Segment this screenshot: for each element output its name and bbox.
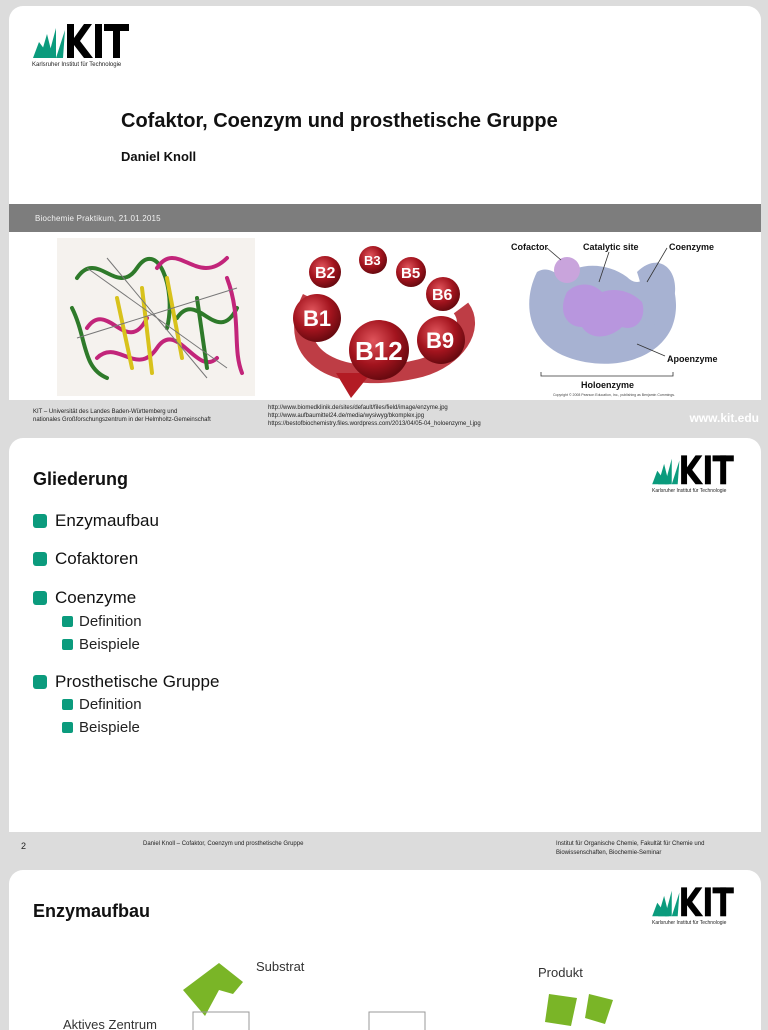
protein-structure-image — [57, 238, 255, 400]
title-slide-footer — [0, 400, 768, 438]
kit-logo-subtitle: Karlsruher Institut für Technologie — [652, 920, 727, 926]
enzyme-diagram — [9, 870, 761, 1030]
kit-logo-icon — [650, 452, 736, 486]
bullet-square-icon — [62, 722, 73, 733]
enzymaufbau-title: Enzymaufbau — [33, 901, 151, 921]
produkt-label: Produkt — [538, 965, 583, 980]
kit-website-link[interactable]: www.kit.edu — [689, 411, 759, 425]
outline-item: Prosthetische Gruppe — [33, 672, 219, 692]
source-link[interactable]: http://www.biomedklinik.de/sites/default/files/field/image/enzyme.jpg — [268, 405, 448, 411]
outline-item: Coenzyme — [33, 588, 136, 608]
kit-institution-text: KIT – Universität des Landes Baden-Württemberg und nationales Großforschungszentrum in der Helmholtz-Gemeinschaft — [33, 409, 211, 423]
kit-logo-subtitle: Karlsruher Institut für Technologie — [652, 488, 727, 494]
presentation-title: Cofaktor, Coenzym und prosthetische Gruppe — [121, 110, 558, 132]
bullet-square-icon — [62, 639, 73, 650]
footer-institute: Institut für Organische Chemie, Fakultät für Chemie und Biowissenschaften, Biochemie-Seminar — [556, 841, 705, 856]
kit-logo — [31, 20, 131, 60]
outline-item: Cofaktoren — [33, 549, 138, 569]
outline-slide — [9, 438, 761, 832]
bullet-square-icon — [33, 552, 47, 566]
vitamin-b9-label: B9 — [426, 328, 455, 353]
outline-subitem: Beispiele — [62, 719, 140, 736]
vitamin-b2-label: B2 — [315, 265, 336, 282]
page-number: 2 — [21, 841, 27, 851]
bullet-square-icon — [33, 591, 47, 605]
substrat-label: Substrat — [256, 959, 305, 974]
enzyme-shape — [193, 1012, 249, 1030]
vitamin-b5-label: B5 — [401, 265, 421, 282]
outline-title: Gliederung — [33, 469, 129, 489]
catalytic-site-label: Catalytic site — [583, 242, 639, 252]
vitamin-b-complex-image — [281, 238, 481, 400]
holoenzyme-label: Holoenzyme — [581, 380, 635, 390]
outline-item: Enzymaufbau — [33, 511, 159, 531]
course-date: Biochemie Praktikum, 21.01.2015 — [35, 214, 161, 223]
holoenzyme-diagram — [497, 232, 733, 400]
vitamin-b12-label: B12 — [355, 336, 403, 366]
presentation-author: Daniel Knoll — [121, 149, 197, 164]
holoenzyme-copyright: Copyright © 2008 Pearson Education, Inc., publishing as Benjamin Cummings. — [553, 393, 676, 397]
image-sources — [268, 404, 481, 428]
enzyme-shape — [369, 1012, 425, 1030]
bullet-square-icon — [62, 616, 73, 627]
substrate-shape — [183, 963, 243, 1016]
bullet-square-icon — [62, 699, 73, 710]
outline-slide-footer — [0, 832, 768, 870]
kit-logo-subtitle: Karlsruher Institut für Technologie — [32, 62, 122, 68]
vitamin-b3-label: B3 — [364, 253, 381, 268]
source-link[interactable]: http://www.aufbaumittel24.de/media/wysiwyg/bkomplex.jpg — [268, 413, 425, 419]
kit-logo — [650, 452, 736, 486]
date-band — [9, 204, 761, 232]
enzymaufbau-slide — [9, 870, 761, 1030]
outline-subitem: Definition — [62, 613, 142, 630]
product-shape — [545, 994, 577, 1026]
bullet-square-icon — [33, 514, 47, 528]
vitamin-b6-label: B6 — [432, 287, 453, 304]
aktives-zentrum-label: Aktives Zentrum — [63, 1017, 157, 1030]
coenzyme-label: Coenzyme — [669, 242, 715, 252]
cofactor-label: Cofactor — [511, 242, 549, 252]
outline-subitem: Definition — [62, 696, 142, 713]
bullet-square-icon — [33, 675, 47, 689]
vitamin-b1-label: B1 — [303, 306, 332, 331]
kit-logo-icon — [31, 20, 131, 60]
apoenzyme-label: Apoenzyme — [667, 354, 718, 364]
product-shape — [585, 994, 613, 1024]
footer-presentation-title: Daniel Knoll – Cofaktor, Coenzym und prosthetische Gruppe — [143, 841, 304, 847]
source-link[interactable]: https://bestofbiochemistry.files.wordpress.com/2013/04/05-04_holoenzyme_l.jpg — [268, 421, 481, 427]
title-slide — [9, 6, 761, 400]
outline-subitem: Beispiele — [62, 636, 140, 653]
